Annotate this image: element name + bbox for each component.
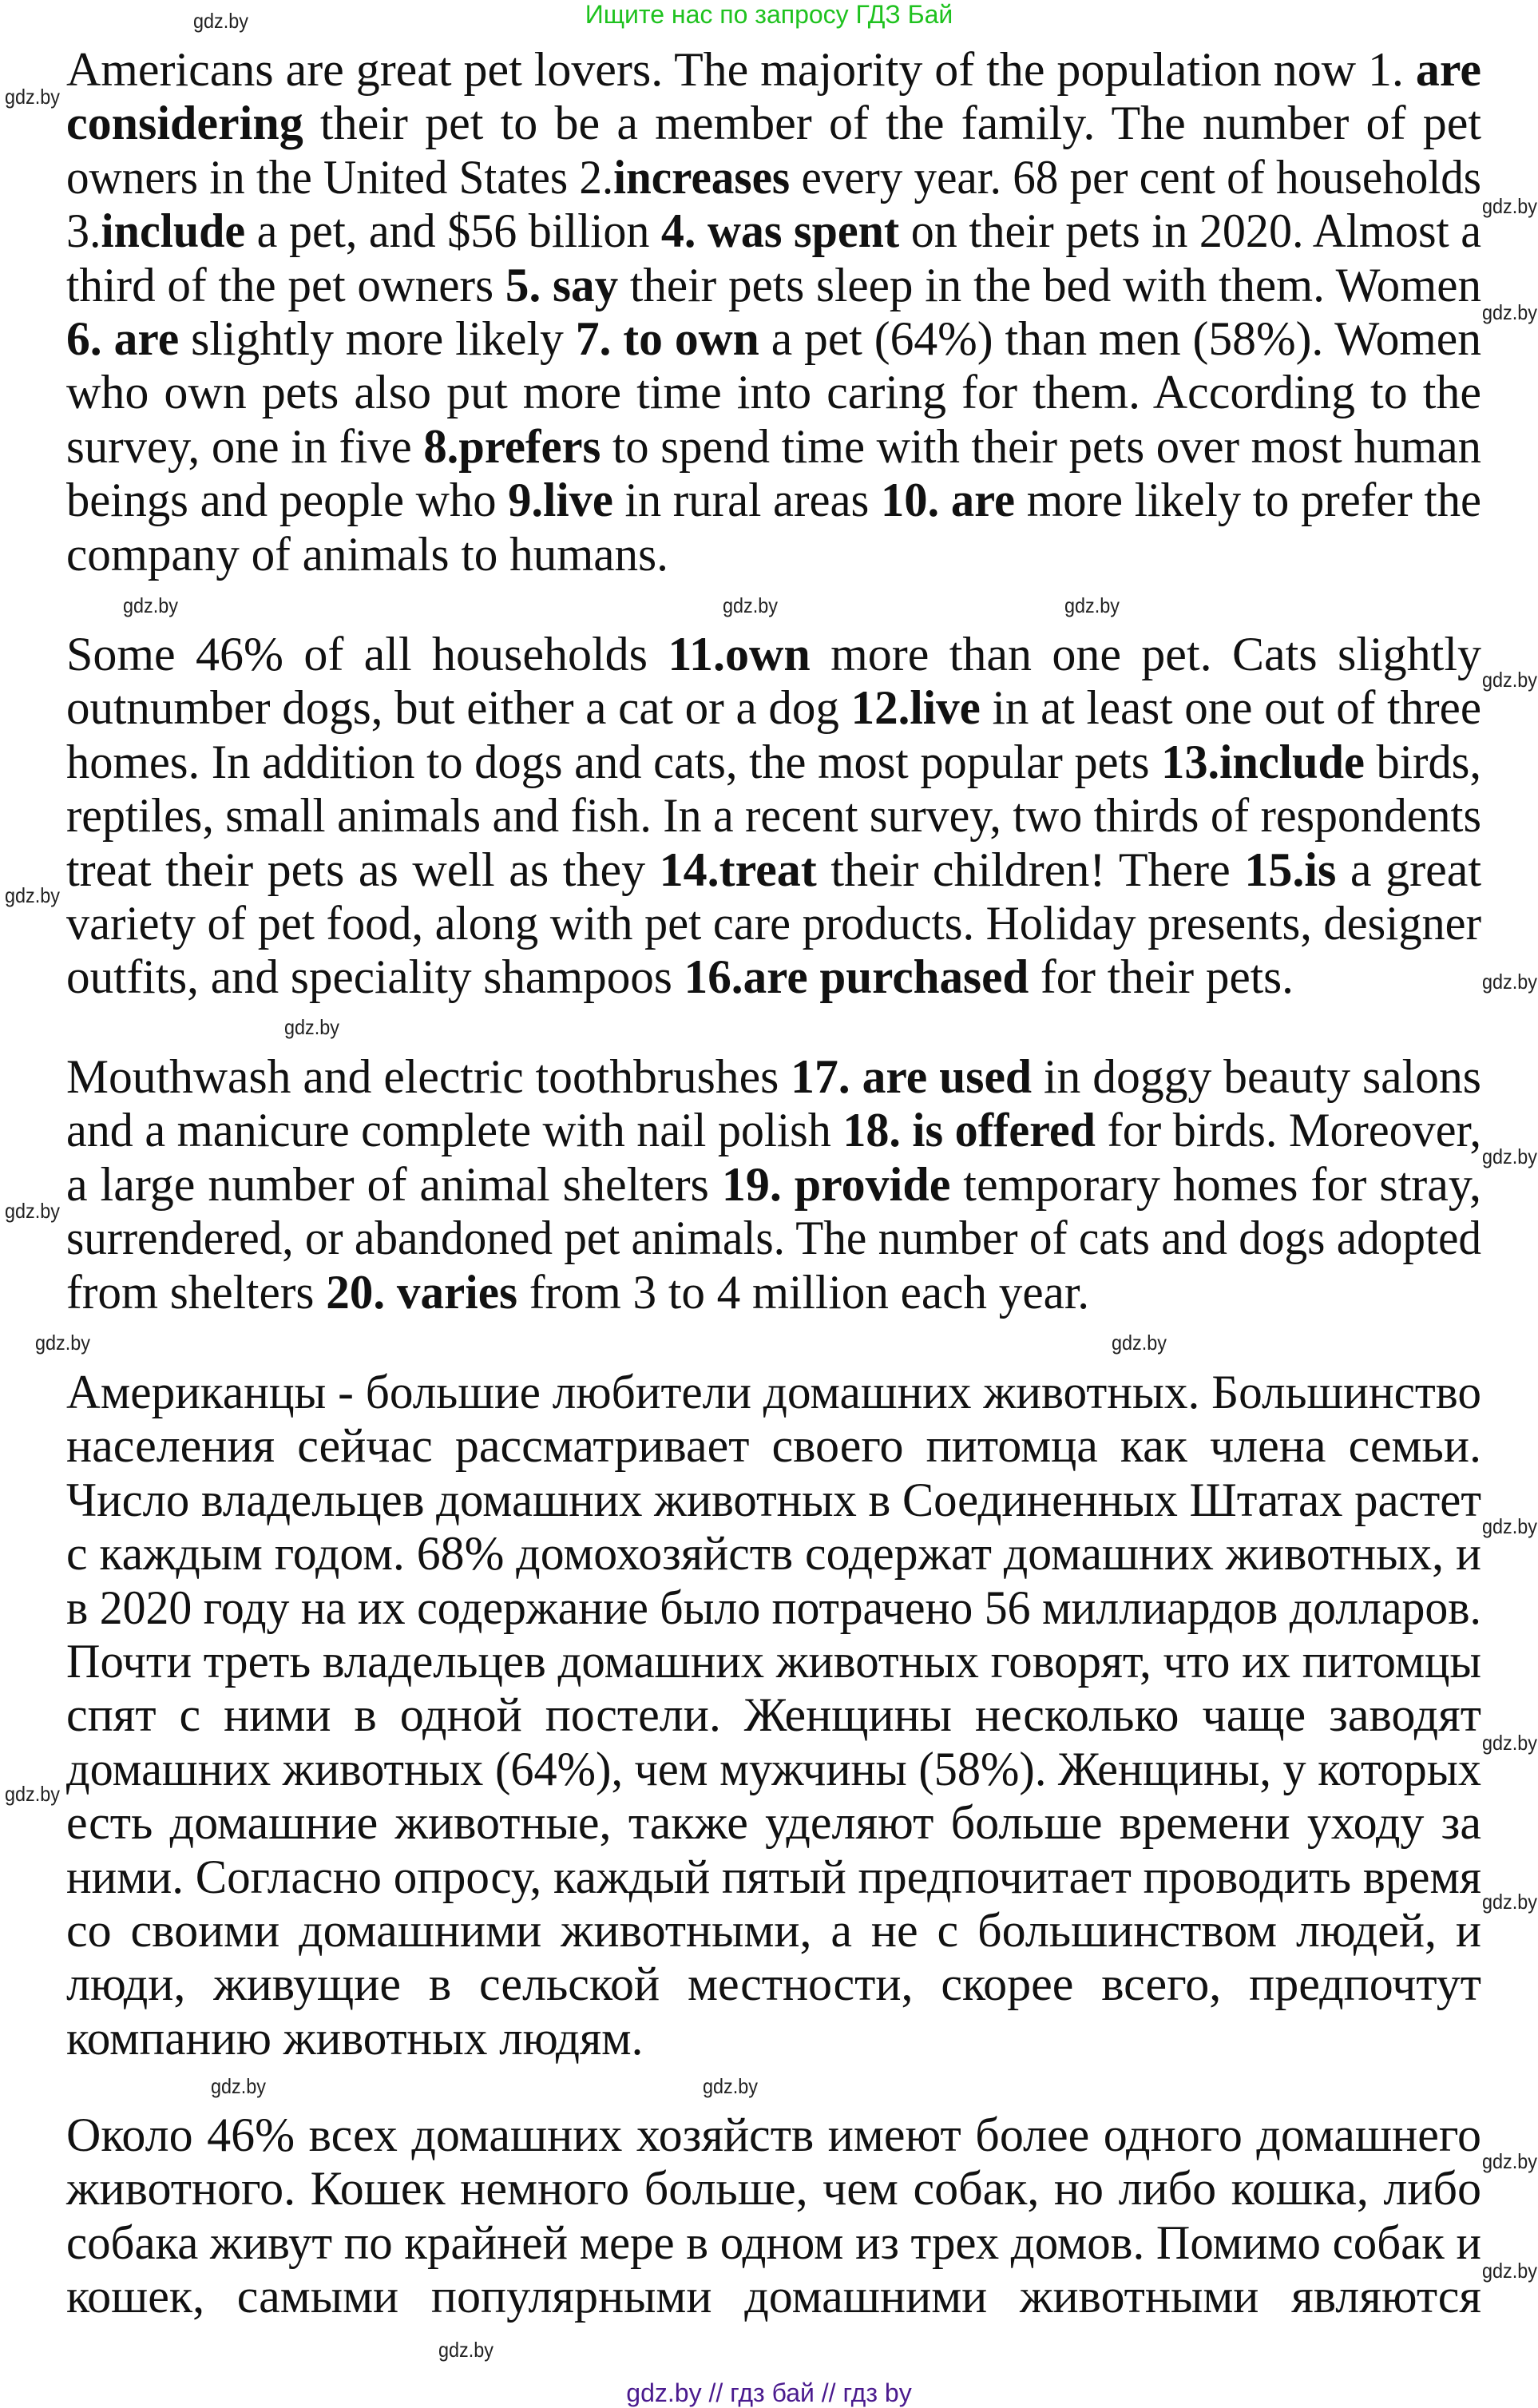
- text-segment: есть домашние животные, также уделяют больше времени уходу за: [66, 1796, 1481, 1850]
- text-segment: собака живут по крайней мере в одном из трех домов. Помимо собак и: [66, 2216, 1481, 2269]
- text-line-content: [66, 151, 1481, 204]
- text-segment: компанию животных людям.: [66, 2011, 644, 2065]
- text-line: [66, 97, 1481, 150]
- text-line: [66, 1050, 1481, 1104]
- text-line: [66, 366, 1481, 419]
- text-segment: со своими домашними животными, а не с большинством людей, и: [66, 1903, 1481, 1957]
- text-line: [66, 681, 1481, 735]
- answer-text: are: [1415, 43, 1481, 96]
- text-segment: in rural areas: [612, 474, 881, 527]
- text-line-content: [66, 681, 1481, 735]
- text-line: [66, 950, 1481, 1004]
- text-line-content: [66, 1635, 1481, 1688]
- text-segment: their pets sleep in the bed with them. Women: [618, 258, 1481, 311]
- text-segment: ними. Согласно опросу, каждый пятый предпочитает проводить время: [66, 1850, 1481, 1903]
- watermark: gdz.by: [1482, 1144, 1537, 1168]
- watermark: gdz.by: [1112, 1331, 1167, 1355]
- text-segment: с каждым годом. 68% домохозяйств содержат домашних животных, и: [66, 1527, 1481, 1581]
- text-line: [66, 1796, 1481, 1850]
- text-segment: and a manicure complete with nail polish: [66, 1104, 843, 1157]
- text-line-content: [66, 1212, 1481, 1265]
- watermark: gdz.by: [5, 1199, 60, 1223]
- text-line-content: [66, 1851, 1481, 1904]
- text-line: [66, 43, 1481, 97]
- text-line-content: [66, 2162, 1481, 2216]
- text-line-content: [66, 259, 1481, 312]
- answer-text: 4. was spent: [660, 204, 900, 258]
- text-segment: homes. In addition to dogs and cats, the most popular pets: [66, 735, 1162, 788]
- text-segment: outnumber dogs, but either a cat or a dog: [66, 681, 851, 735]
- watermark: gdz.by: [1482, 2259, 1537, 2283]
- text-line: [66, 628, 1481, 681]
- text-line: [66, 1904, 1481, 1958]
- text-line-content: [66, 474, 1481, 527]
- text-line-content: [66, 1158, 1481, 1212]
- text-segment: variety of pet food, along with pet care products. Holiday presents, designer: [66, 896, 1481, 950]
- text-segment: to spend time with their pets over most human: [601, 419, 1482, 473]
- watermark: gdz.by: [1482, 668, 1537, 692]
- text-segment: treat their pets as well as they: [66, 843, 660, 896]
- text-line: [66, 312, 1481, 366]
- watermark: gdz.by: [5, 85, 60, 109]
- text-line-content: [66, 1050, 1481, 1104]
- text-segment: more likely to prefer the: [1015, 474, 1481, 527]
- text-line-content: [66, 2012, 643, 2065]
- text-line-content: [66, 97, 1481, 150]
- text-segment: owners in the United States 2.: [66, 150, 614, 204]
- text-line-content: [66, 950, 1294, 1004]
- russian-paragraph-1: [66, 1366, 1481, 2065]
- text-line: [66, 1635, 1481, 1688]
- watermark: gdz.by: [211, 2074, 266, 2098]
- answer-text: 7. to own: [575, 311, 759, 365]
- english-paragraph-1: [66, 43, 1481, 581]
- text-line: [66, 1581, 1481, 1635]
- text-line: [66, 204, 1481, 258]
- text-line-content: [66, 628, 1481, 681]
- text-line-content: [66, 312, 1481, 366]
- text-line: [66, 1527, 1481, 1581]
- text-line-content: [66, 1581, 1481, 1635]
- text-line: [66, 1474, 1481, 1527]
- text-line-content: [66, 1266, 1089, 1319]
- watermark: gdz.by: [703, 2074, 758, 2098]
- text-segment: beings and people who: [66, 474, 509, 527]
- text-segment: surrendered, or abandoned pet animals. The number of cats and dogs adopted: [66, 1212, 1481, 1265]
- watermark: gdz.by: [1482, 1514, 1537, 1538]
- text-segment: Почти треть владельцев домашних животных говорят, что их питомцы: [66, 1634, 1481, 1688]
- text-segment: a pet (64%) than men (58%). Women: [759, 311, 1481, 365]
- answer-text: 8.prefers: [423, 419, 601, 473]
- text-line-content: [66, 2108, 1481, 2162]
- text-segment: 3.: [66, 204, 101, 258]
- text-line-content: [66, 2270, 1481, 2323]
- text-line-content: [66, 1419, 1481, 1473]
- text-segment: кошек, самыми популярными домашними животными являются: [66, 2270, 1481, 2323]
- watermark: gdz.by: [1064, 593, 1120, 617]
- russian-paragraph-2: [66, 2108, 1481, 2324]
- text-segment: Около 46% всех домашних хозяйств имеют более одного домашнего: [66, 2108, 1481, 2161]
- text-segment: for their pets.: [1029, 950, 1294, 1004]
- text-segment: every year. 68 per cent of households: [790, 150, 1481, 204]
- text-segment: more than one pet. Cats slightly: [810, 628, 1481, 680]
- text-segment: Mouthwash and electric toothbrushes: [66, 1050, 791, 1103]
- text-line: [66, 1212, 1481, 1265]
- text-line-content: [66, 843, 1481, 897]
- text-segment: Some 46% of all households: [66, 628, 668, 680]
- text-segment: from shelters: [66, 1265, 327, 1319]
- text-line: [66, 1366, 1481, 1419]
- answer-text: 19. provide: [721, 1157, 951, 1211]
- text-segment: люди, живущие в сельской местности, скорее всего, предпочтут: [66, 1958, 1481, 2011]
- watermark: gdz.by: [5, 1782, 60, 1806]
- text-line: [66, 736, 1481, 789]
- text-line: [66, 474, 1481, 527]
- text-segment: outfits, and speciality shampoos: [66, 950, 684, 1004]
- text-line-content: [66, 366, 1481, 419]
- text-segment: в 2020 году на их содержание было потрачено 56 миллиардов долларов.: [66, 1581, 1481, 1634]
- text-segment: for birds. Moreover,: [1095, 1104, 1481, 1157]
- text-line: [66, 259, 1481, 312]
- watermark: gdz.by: [35, 1331, 90, 1355]
- text-line: [66, 2012, 1481, 2065]
- watermark: gdz.by: [1482, 1731, 1537, 1755]
- text-line-content: [66, 789, 1481, 843]
- text-segment: Американцы - большие любители домашних животных. Большинство: [66, 1366, 1481, 1418]
- text-line: [66, 897, 1481, 950]
- text-line: [66, 789, 1481, 843]
- watermark: gdz.by: [1482, 194, 1537, 218]
- site-footer-links[interactable]: gdz.by // гдз бай // гдз by: [626, 2378, 912, 2407]
- watermark: gdz.by: [284, 1015, 339, 1039]
- answer-text: 16.are purchased: [684, 950, 1029, 1004]
- text-line-content: [66, 1474, 1481, 1527]
- text-segment: Americans are great pet lovers. The majority of the population now 1.: [66, 43, 1416, 96]
- watermark: gdz.by: [1482, 2149, 1537, 2173]
- answer-text: 9.live: [508, 474, 613, 527]
- text-line-content: [66, 1104, 1481, 1157]
- text-line: [66, 1158, 1481, 1212]
- answer-text: 12.live: [850, 681, 981, 735]
- text-segment: slightly more likely: [179, 311, 576, 365]
- answer-text: considering: [66, 97, 303, 150]
- text-line: [66, 1266, 1481, 1319]
- text-line: [66, 1851, 1481, 1904]
- text-segment: a large number of animal shelters: [66, 1157, 722, 1211]
- text-segment: a pet, and $56 billion: [245, 204, 661, 258]
- text-line-content: [66, 2216, 1481, 2270]
- text-line: [66, 2162, 1481, 2216]
- text-segment: their children! There: [816, 843, 1245, 896]
- text-line-content: [66, 1958, 1481, 2011]
- text-segment: birds,: [1364, 735, 1481, 788]
- answer-text: 14.treat: [659, 843, 817, 896]
- text-line: [66, 2108, 1481, 2162]
- text-line: [66, 1104, 1481, 1157]
- english-paragraph-2: [66, 628, 1481, 1005]
- text-line-content: [66, 1366, 1481, 1419]
- text-line-content: [66, 1796, 1481, 1850]
- text-segment: домашних животных (64%), чем мужчины (58%). Женщины, у которых: [66, 1742, 1481, 1795]
- answer-text: 15.is: [1244, 843, 1337, 896]
- text-segment: survey, one in five: [66, 419, 424, 473]
- site-banner[interactable]: Ищите нас по запросу ГДЗ Бай: [585, 0, 953, 29]
- text-segment: Число владельцев домашних животных в Соединенных Штатах растет: [66, 1473, 1481, 1526]
- english-paragraph-3: [66, 1050, 1481, 1319]
- text-segment: животного. Кошек немного больше, чем собак, но либо кошка, либо: [66, 2162, 1481, 2216]
- text-segment: a great: [1336, 843, 1481, 896]
- text-segment: company of animals to humans.: [66, 527, 668, 581]
- text-line: [66, 2216, 1481, 2270]
- text-line: [66, 1743, 1481, 1796]
- text-segment: third of the pet owners: [66, 258, 505, 311]
- answer-text: 5. say: [505, 258, 619, 311]
- watermark: gdz.by: [1482, 970, 1537, 994]
- answer-text: include: [101, 204, 246, 258]
- watermark: gdz.by: [723, 593, 778, 617]
- watermark: gdz.by: [5, 883, 60, 907]
- answer-text: 20. varies: [326, 1265, 517, 1319]
- text-line-content: [66, 1904, 1481, 1958]
- text-line-content: [66, 1743, 1481, 1796]
- watermark: gdz.by: [123, 593, 178, 617]
- answer-text: 11.own: [668, 628, 811, 680]
- text-segment: in at least one out of three: [980, 681, 1481, 735]
- text-segment: temporary homes for stray,: [950, 1157, 1481, 1211]
- watermark: gdz.by: [1482, 300, 1537, 324]
- text-segment: in doggy beauty salons: [1032, 1050, 1481, 1103]
- text-line: [66, 1958, 1481, 2011]
- text-line: [66, 1688, 1481, 1742]
- text-line-content: [66, 1527, 1481, 1581]
- text-segment: reptiles, small animals and fish. In a recent survey, two thirds of respondents: [66, 789, 1481, 843]
- watermark: gdz.by: [438, 2338, 494, 2362]
- text-line: [66, 420, 1481, 474]
- text-line: [66, 1419, 1481, 1473]
- watermark: gdz.by: [193, 9, 248, 33]
- text-line: [66, 528, 1481, 581]
- text-line-content: [66, 528, 668, 581]
- text-line: [66, 843, 1481, 897]
- text-segment: their pet to be a member of the family. The number of pet: [303, 97, 1481, 150]
- answer-text: 18. is offered: [842, 1104, 1096, 1157]
- answer-text: 10. are: [880, 474, 1016, 527]
- answer-text: 17. are used: [791, 1050, 1033, 1103]
- text-line: [66, 151, 1481, 204]
- answer-text: 13.include: [1161, 735, 1365, 788]
- text-line-content: [66, 736, 1481, 789]
- text-segment: from 3 to 4 million each year.: [517, 1265, 1090, 1319]
- text-line-content: [66, 897, 1481, 950]
- text-line-content: [66, 1688, 1481, 1742]
- text-segment: on their pets in 2020. Almost a: [899, 204, 1481, 258]
- text-line-content: [66, 204, 1481, 258]
- text-line-content: [66, 43, 1481, 97]
- watermark: gdz.by: [1482, 1890, 1537, 1914]
- text-segment: who own pets also put more time into caring for them. According to the: [66, 366, 1481, 419]
- answer-text: increases: [613, 150, 791, 204]
- text-segment: населения сейчас рассматривает своего питомца как члена семьи.: [66, 1419, 1481, 1473]
- text-segment: спят с ними в одной постели. Женщины несколько чаще заводят: [66, 1688, 1481, 1742]
- text-line-content: [66, 420, 1481, 474]
- answer-text: 6. are: [66, 311, 180, 365]
- text-line: [66, 2270, 1481, 2323]
